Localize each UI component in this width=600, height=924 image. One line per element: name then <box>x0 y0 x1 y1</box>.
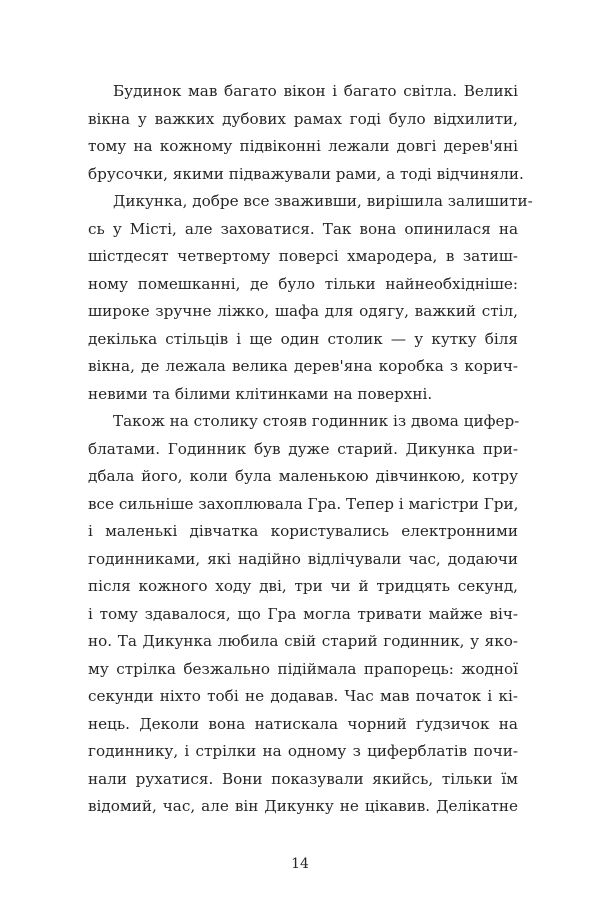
text-line: все сильніше захоплювала Гра. Тепер і магістри Гри, <box>88 494 519 513</box>
text-line: широке зручне ліжко, шафа для одягу, важкий стіл, <box>88 302 518 320</box>
text-line: Також на столику стояв годинник із двома цифер- <box>113 412 520 430</box>
text-line: но. Та Дикунка любила свій старий годинник, у яко- <box>88 632 518 650</box>
text-line: відомий, час, але він Дикунку не цікавив. Делікатне <box>88 797 518 815</box>
text-line: годиннику, і стрілки на одному з циферблатів почи- <box>88 742 518 760</box>
text-line: вікна у важких дубових рамах годі було відхилити, <box>88 109 518 128</box>
text-line: і тому здавалося, що Гра могла тривати майже віч- <box>88 604 518 623</box>
text-line: нали рухатися. Вони показували якийсь, тільки їм <box>88 769 518 788</box>
text-line: ному помешканні, де було тільки найнеобхідніше: <box>88 274 518 293</box>
page-number: 14 <box>291 856 309 872</box>
text-line: брусочки, якими підважували рами, а тоді відчиняли. <box>88 164 524 183</box>
text-line: му стрілка безжально підіймала прапорець: жодної <box>88 659 518 678</box>
text-line: дбала його, коли була маленькою дівчинкою, котру <box>88 467 518 485</box>
text-line: годинниками, які надійно відлічували час, додаючи <box>88 549 518 568</box>
text-line: Будинок мав багато вікон і багато світла. Великі <box>113 82 518 100</box>
text-line: сь у Місті, але заховатися. Так вона опинилася на <box>88 219 518 238</box>
text-line: секунди ніхто тобі не додавав. Час мав початок і кі- <box>88 687 518 705</box>
text-line: декілька стільців і ще один столик — у кутку біля <box>88 329 518 348</box>
text-line: тому на кожному підвіконні лежали довгі дерев'яні <box>88 137 518 155</box>
text-line: блатами. Годинник був дуже старий. Дикунка при- <box>88 439 518 458</box>
text-line: невими та білими клітинками на поверхні. <box>88 384 433 403</box>
body-text <box>88 78 533 821</box>
text-line: і маленькі дівчатка користувались електронними <box>88 522 518 540</box>
text-line: нець. Деколи вона натискала чорний ґудзичок на <box>88 714 518 733</box>
text-line: після кожного ходу дві, три чи й тридцять секунд, <box>88 577 518 595</box>
text-line: вікна, де лежала велика дерев'яна коробка з корич- <box>88 357 518 375</box>
text-line: Дикунка, добре все зваживши, вирішила залишити- <box>113 192 533 210</box>
text-line: шістдесят четвертому поверсі хмародера, в затиш- <box>88 247 518 265</box>
